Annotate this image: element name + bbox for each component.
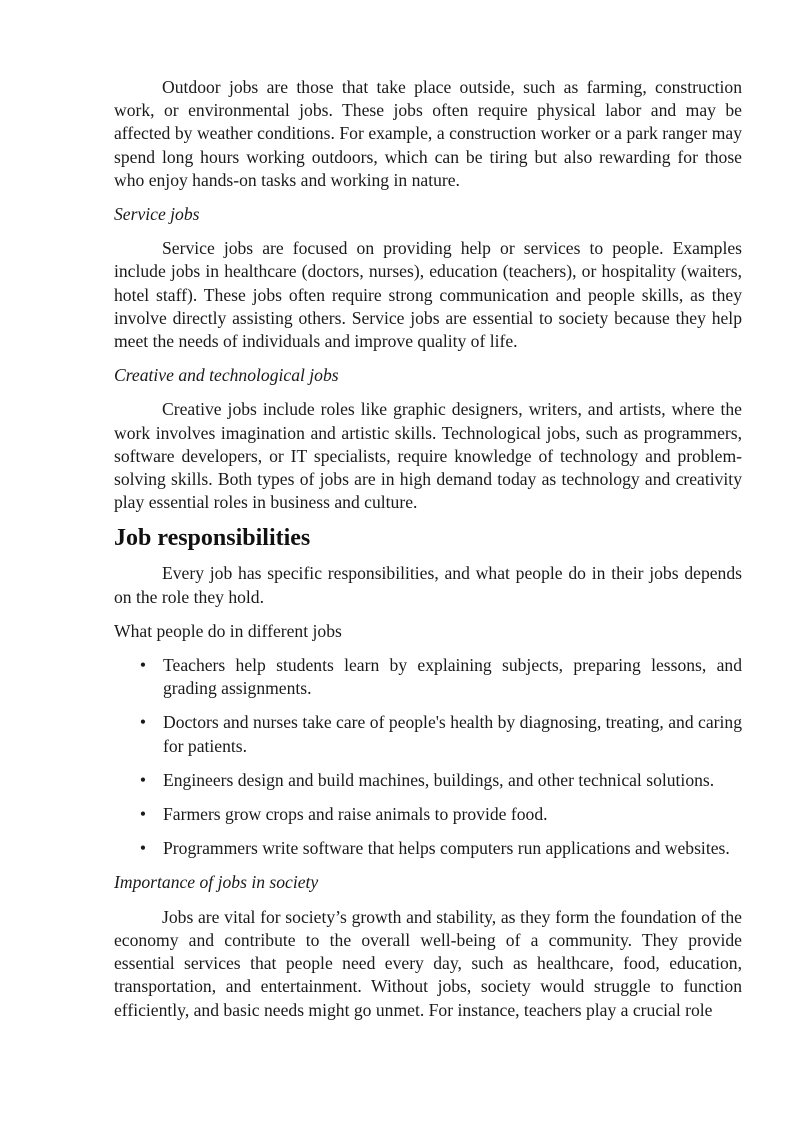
bullet-icon: •: [139, 712, 147, 733]
list-item-text: Farmers grow crops and raise animals to provide food.: [163, 804, 548, 825]
list-item: [114, 803, 742, 826]
service-jobs-paragraph: Service jobs are focused on providing help or services to people. Examples include jobs in healthcare (doctors, nurses), education (teachers), or hospitality (waiters, hotel staff). These jobs often require strong communication and people skills, as they involve directly assisting others. Service jobs are essential to society because they help meet the needs of individuals and improve quality of life.: [114, 238, 742, 352]
document-page: [114, 76, 742, 1022]
importance-paragraph: Jobs are vital for society’s growth and stability, as they form the foundation of the economy and contribute to the overall well-being of a community. They provide essential services that people need every day, such as healthcare, food, education, transportation, and entertainment. Without jobs, society would struggle to function efficiently, and basic needs might go unmet. For instance, teachers play a crucial role: [114, 906, 742, 1020]
list-item-text: Programmers write software that helps computers run applications and websites.: [163, 838, 730, 859]
list-intro: What people do in different jobs: [114, 620, 342, 641]
importance-heading: Importance of jobs in society: [114, 872, 319, 893]
outdoor-jobs-paragraph: Outdoor jobs are those that take place outside, such as farming, construction work, or environmental jobs. These jobs often require physical labor and may be affected by weather conditions. For example, a construction worker or a park ranger may spend long hours working outdoors, which can be tiring but also rewarding for those who enjoy hands-on tasks and working in nature.: [114, 77, 742, 190]
responsibilities-paragraph: Every job has specific responsibilities, and what people do in their jobs depends on the role they hold.: [114, 563, 742, 607]
list-item: [114, 769, 742, 792]
bullet-icon: •: [139, 769, 147, 790]
bullet-icon: •: [139, 655, 147, 676]
list-item: [114, 837, 742, 860]
bullet-icon: •: [139, 804, 147, 825]
job-duties-list: [114, 654, 742, 860]
creative-jobs-heading: Creative and technological jobs: [114, 365, 339, 386]
service-jobs-heading: Service jobs: [114, 204, 200, 225]
list-item-text: Doctors and nurses take care of people's health by diagnosing, treating, and caring for patients.: [163, 712, 742, 756]
list-item-text: Engineers design and build machines, buildings, and other technical solutions.: [163, 769, 715, 790]
creative-jobs-paragraph: Creative jobs include roles like graphic designers, writers, and artists, where the work involves imagination and artistic skills. Technological jobs, such as programmers, software developers, or IT specialists, require knowledge of technology and problem-solving skills. Both types of jobs are in high demand today as technology and creativity play essential roles in business and culture.: [114, 399, 742, 513]
list-item: [114, 711, 742, 757]
job-responsibilities-heading: Job responsibilities: [114, 525, 311, 552]
list-item: [114, 654, 742, 700]
bullet-icon: •: [139, 838, 147, 859]
list-item-text: Teachers help students learn by explaining subjects, preparing lessons, and grading assignments.: [163, 655, 742, 699]
